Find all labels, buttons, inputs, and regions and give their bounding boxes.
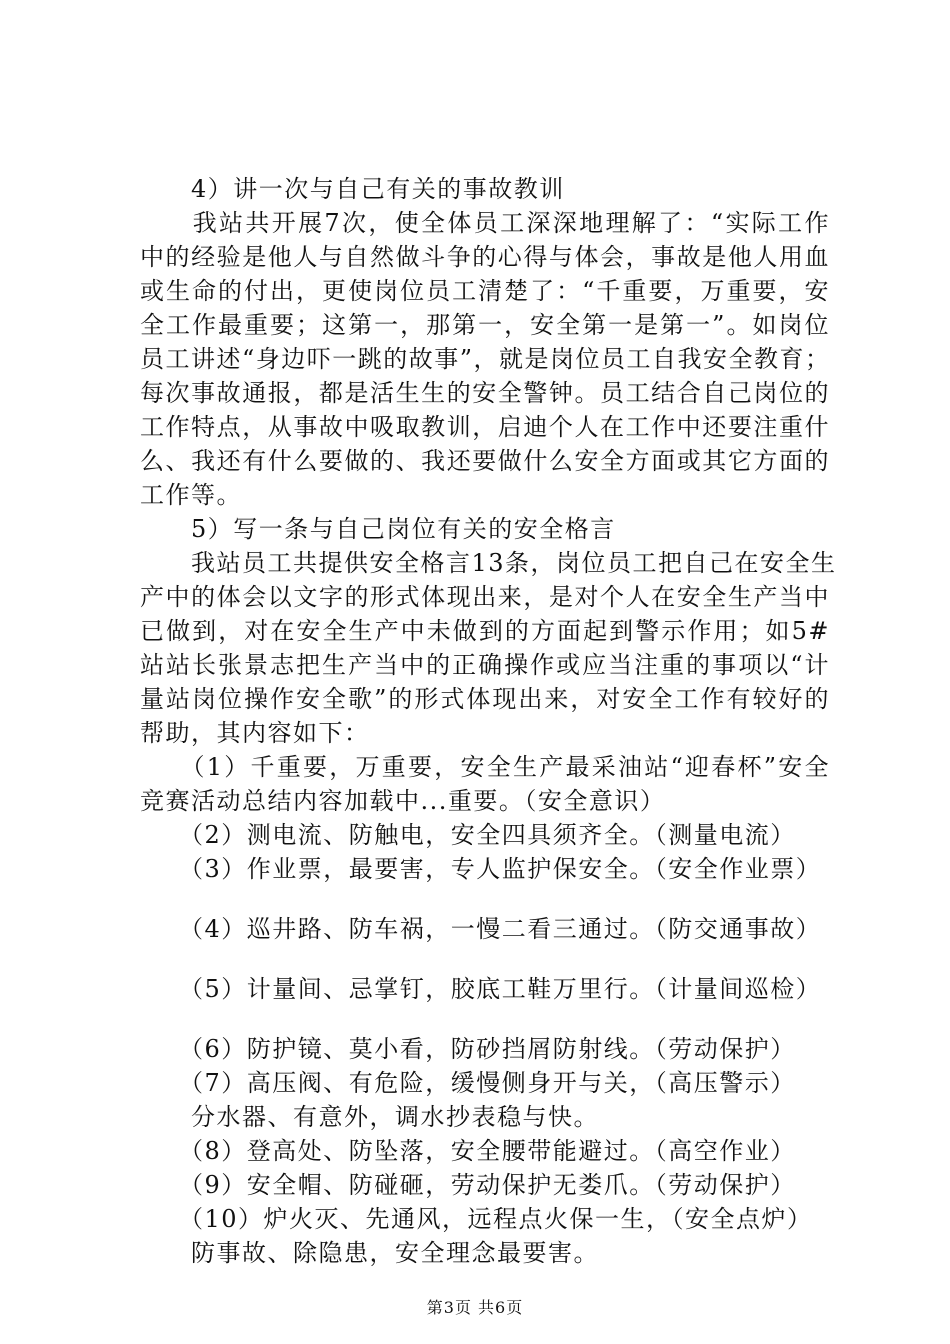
heading-item-4: 4）讲一次与自己有关的事故教训 [140,175,565,203]
list-item: （7）高压阀、有危险，缓慢侧身开与关，（高压警示） [140,1069,796,1097]
paragraph-line: 量站岗位操作安全歌”的形式体现出来，对安全工作有较好的 [140,685,830,713]
page-number-footer: 第3页 共6页 [426,1298,524,1317]
paragraph-line: 产中的体会以文字的形式体现出来，是对个人在安全生产当中 [140,583,830,611]
paragraph-line: 我站员工共提供安全格言13条，岗位员工把自己在安全生 [140,549,837,577]
paragraph-line: 或生命的付出，更使岗位员工清楚了：“千重要，万重要，安 [140,277,830,305]
paragraph-line: 工作等。 [140,481,242,509]
paragraph-line: 已做到，对在安全生产中未做到的方面起到警示作用；如5# [140,617,830,645]
list-item: 分水器、有意外，调水抄表稳与快。 [140,1103,599,1131]
list-item: （6）防护镜、莫小看，防砂挡屑防射线。（劳动保护） [140,1035,796,1063]
paragraph-line: 工作特点，从事故中吸取教训，启迪个人在工作中还要注重什 [140,413,830,441]
list-item: （1）千重要，万重要，安全生产最采油站“迎春杯”安全 [140,753,830,781]
paragraph-line: 员工讲述“身边吓一跳的故事”，就是岗位员工自我安全教育； [140,345,831,373]
list-item: 竞赛活动总结内容加载中...重要。（安全意识） [140,787,666,815]
paragraph-line: 全工作最重要；这第一，那第一，安全第一是第一”。如岗位 [140,311,830,339]
paragraph-line: 每次事故通报，都是活生生的安全警钟。员工结合自己岗位的 [140,379,830,407]
list-item: （8）登高处、防坠落，安全腰带能避过。（高空作业） [140,1137,796,1165]
paragraph-line: 中的经验是他人与自然做斗争的心得与体会，事故是他人用血 [140,243,830,271]
paragraph-line: 么、我还有什么要做的、我还要做什么安全方面或其它方面的 [140,447,830,475]
paragraph-line: 帮助，其内容如下： [140,719,370,747]
list-item: （9）安全帽、防碰砸，劳动保护无娄爪。（劳动保护） [140,1171,796,1199]
list-item: 防事故、除隐患，安全理念最要害。 [140,1239,599,1267]
list-item: （10）炉火灭、先通风，远程点火保一生，（安全点炉） [140,1205,813,1233]
list-item: （4）巡井路、防车祸，一慢二看三通过。（防交通事故） [140,915,822,943]
list-item: （2）测电流、防触电，安全四具须齐全。（测量电流） [140,821,796,849]
heading-item-5: 5）写一条与自己岗位有关的安全格言 [140,515,616,543]
list-item: （5）计量间、忌掌钉，胶底工鞋万里行。（计量间巡检） [140,975,822,1003]
paragraph-line: 站站长张景志把生产当中的正确操作或应当注重的事项以“计 [140,651,830,679]
paragraph-line: 我站共开展7次，使全体员工深深地理解了：“实际工作 [140,209,830,237]
list-item: （3）作业票，最要害，专人监护保安全。（安全作业票） [140,855,822,883]
